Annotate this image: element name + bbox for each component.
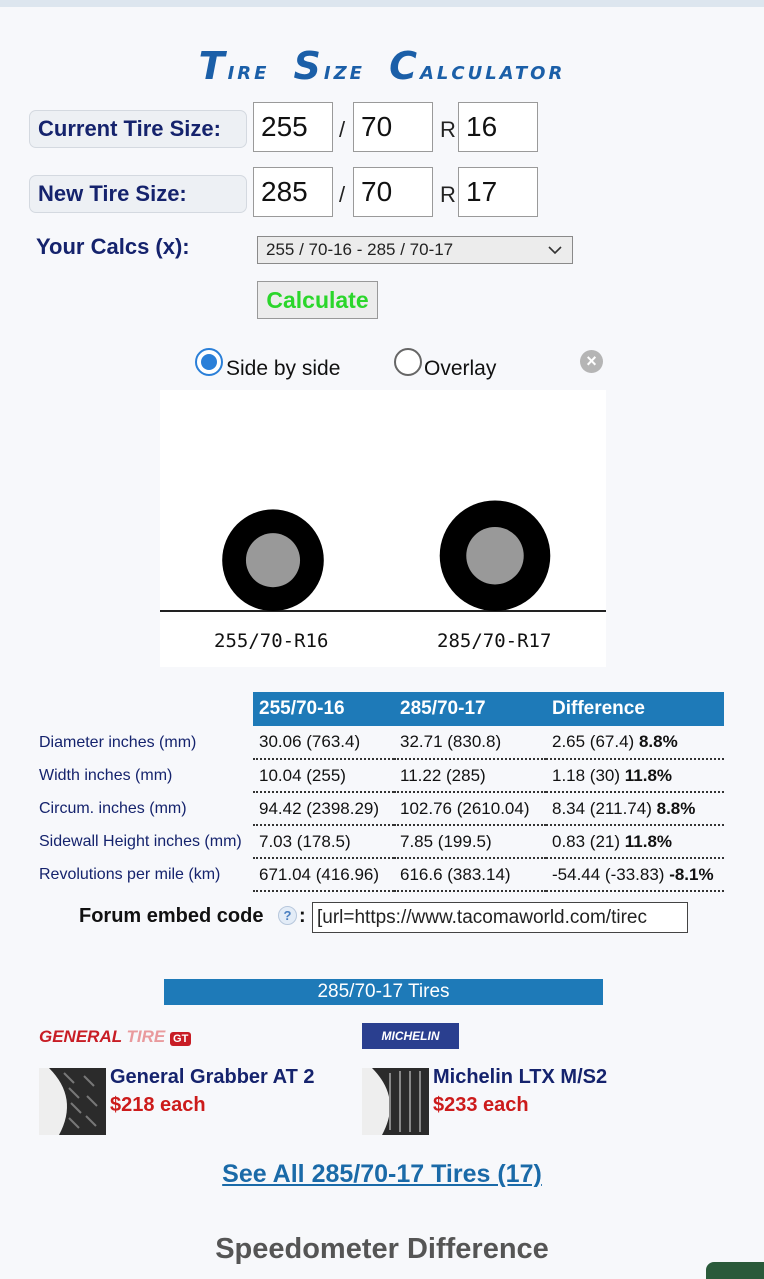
corner-badge bbox=[706, 1262, 764, 1279]
table-row bbox=[34, 759, 724, 792]
cell-current: 10.04 (255) bbox=[253, 759, 394, 792]
current-rim bbox=[246, 533, 300, 587]
current-r: R bbox=[440, 117, 456, 142]
cell-percent: -8.1% bbox=[669, 864, 714, 884]
current-slash: / bbox=[339, 117, 346, 142]
product-name-michelin[interactable]: Michelin LTX M/S2 bbox=[433, 1066, 608, 1088]
row-label: Sidewall Height inches (mm) bbox=[39, 832, 242, 850]
new-rim-input[interactable] bbox=[458, 167, 538, 217]
table-row bbox=[34, 825, 724, 858]
forum-embed-label: Forum embed code bbox=[79, 905, 264, 927]
table-header-difference: Difference bbox=[546, 692, 724, 726]
table-header-current: 255/70-16 bbox=[253, 692, 394, 726]
top-bar bbox=[0, 0, 764, 7]
current-aspect-input[interactable] bbox=[353, 102, 433, 152]
cell-difference: 0.83 (21) 11.8% bbox=[546, 825, 724, 858]
cell-current: 671.04 (416.96) bbox=[253, 858, 394, 891]
cell-current: 94.42 (2398.29) bbox=[253, 792, 394, 825]
cell-percent: 11.8% bbox=[624, 765, 673, 785]
table-header-row bbox=[34, 692, 724, 726]
cell-difference: 2.65 (67.4) 8.8% bbox=[546, 726, 724, 759]
product-name-general[interactable]: General Grabber AT 2 bbox=[110, 1066, 315, 1088]
help-icon[interactable]: ? bbox=[278, 906, 297, 925]
tire-caption-current: 255/70-R16 bbox=[214, 630, 329, 652]
cell-percent: 8.8% bbox=[656, 798, 696, 818]
cell-current: 7.03 (178.5) bbox=[253, 825, 394, 858]
overlay-radio[interactable] bbox=[394, 348, 422, 376]
current-rim-input[interactable] bbox=[458, 102, 538, 152]
product-price-general: $218 each bbox=[110, 1094, 206, 1116]
cell-difference: 1.18 (30) 11.8% bbox=[546, 759, 724, 792]
your-calcs-label: Your Calcs (x): bbox=[36, 234, 190, 259]
cell-percent: 11.8% bbox=[624, 831, 673, 851]
table-row bbox=[34, 792, 724, 825]
calculate-button[interactable]: Calculate bbox=[257, 281, 378, 319]
tires-section-header: 285/70-17 Tires bbox=[164, 979, 603, 1005]
table-row bbox=[34, 858, 724, 891]
table-row bbox=[34, 726, 724, 759]
new-size-label: New Tire Size: bbox=[29, 175, 247, 213]
results-table bbox=[34, 692, 724, 892]
embed-code-input[interactable]: [url=https://www.tacomaworld.com/tirec bbox=[312, 902, 688, 933]
table-header-new: 285/70-17 bbox=[394, 692, 546, 726]
cell-new: 11.22 (285) bbox=[394, 759, 546, 792]
current-size-label: Current Tire Size: bbox=[29, 110, 247, 148]
side-by-side-label[interactable]: Side by side bbox=[226, 357, 341, 380]
new-rim bbox=[466, 527, 523, 584]
row-label: Diameter inches (mm) bbox=[39, 733, 197, 751]
embed-colon: : bbox=[299, 905, 306, 927]
speedometer-heading: Speedometer Difference bbox=[215, 1233, 549, 1265]
tire-drawing bbox=[160, 390, 606, 667]
calcs-selected-value: 255 / 70-16 - 285 / 70-17 bbox=[266, 240, 454, 259]
new-aspect-input[interactable] bbox=[353, 167, 433, 217]
cell-current: 30.06 (763.4) bbox=[253, 726, 394, 759]
table-header-empty bbox=[34, 692, 253, 726]
michelin-tire-image[interactable] bbox=[362, 1068, 429, 1135]
row-label: Circum. inches (mm) bbox=[39, 799, 187, 817]
close-icon[interactable]: × bbox=[580, 350, 603, 373]
general-tire-image[interactable] bbox=[39, 1068, 106, 1135]
calcs-select[interactable] bbox=[257, 236, 573, 264]
new-slash: / bbox=[339, 182, 346, 207]
michelin-logo: MICHELIN bbox=[362, 1023, 459, 1049]
current-width-input[interactable] bbox=[253, 102, 333, 152]
new-width-input[interactable] bbox=[253, 167, 333, 217]
cell-new: 616.6 (383.14) bbox=[394, 858, 546, 891]
tire-caption-new: 285/70-R17 bbox=[437, 630, 552, 652]
overlay-label[interactable]: Overlay bbox=[424, 357, 497, 380]
new-r: R bbox=[440, 182, 456, 207]
row-label: Width inches (mm) bbox=[39, 766, 173, 784]
cell-difference: 8.34 (211.74) 8.8% bbox=[546, 792, 724, 825]
page-title bbox=[0, 44, 764, 88]
row-label: Revolutions per mile (km) bbox=[39, 865, 221, 883]
side-by-side-radio[interactable] bbox=[195, 348, 223, 376]
cell-new: 32.71 (830.8) bbox=[394, 726, 546, 759]
chevron-down-icon bbox=[546, 237, 564, 263]
tire-comparison-panel bbox=[160, 390, 606, 667]
cell-percent: 8.8% bbox=[638, 732, 678, 751]
general-tire-logo: GENERAL TIRE GT bbox=[39, 1027, 191, 1047]
see-all-tires-link[interactable]: See All 285/70-17 Tires (17) bbox=[222, 1160, 542, 1188]
cell-new: 102.76 (2610.04) bbox=[394, 792, 546, 825]
title-text: Tire Size Calculator bbox=[198, 44, 566, 88]
cell-difference: -54.44 (-33.83) -8.1% bbox=[546, 858, 724, 891]
cell-new: 7.85 (199.5) bbox=[394, 825, 546, 858]
product-price-michelin: $233 each bbox=[433, 1094, 529, 1116]
